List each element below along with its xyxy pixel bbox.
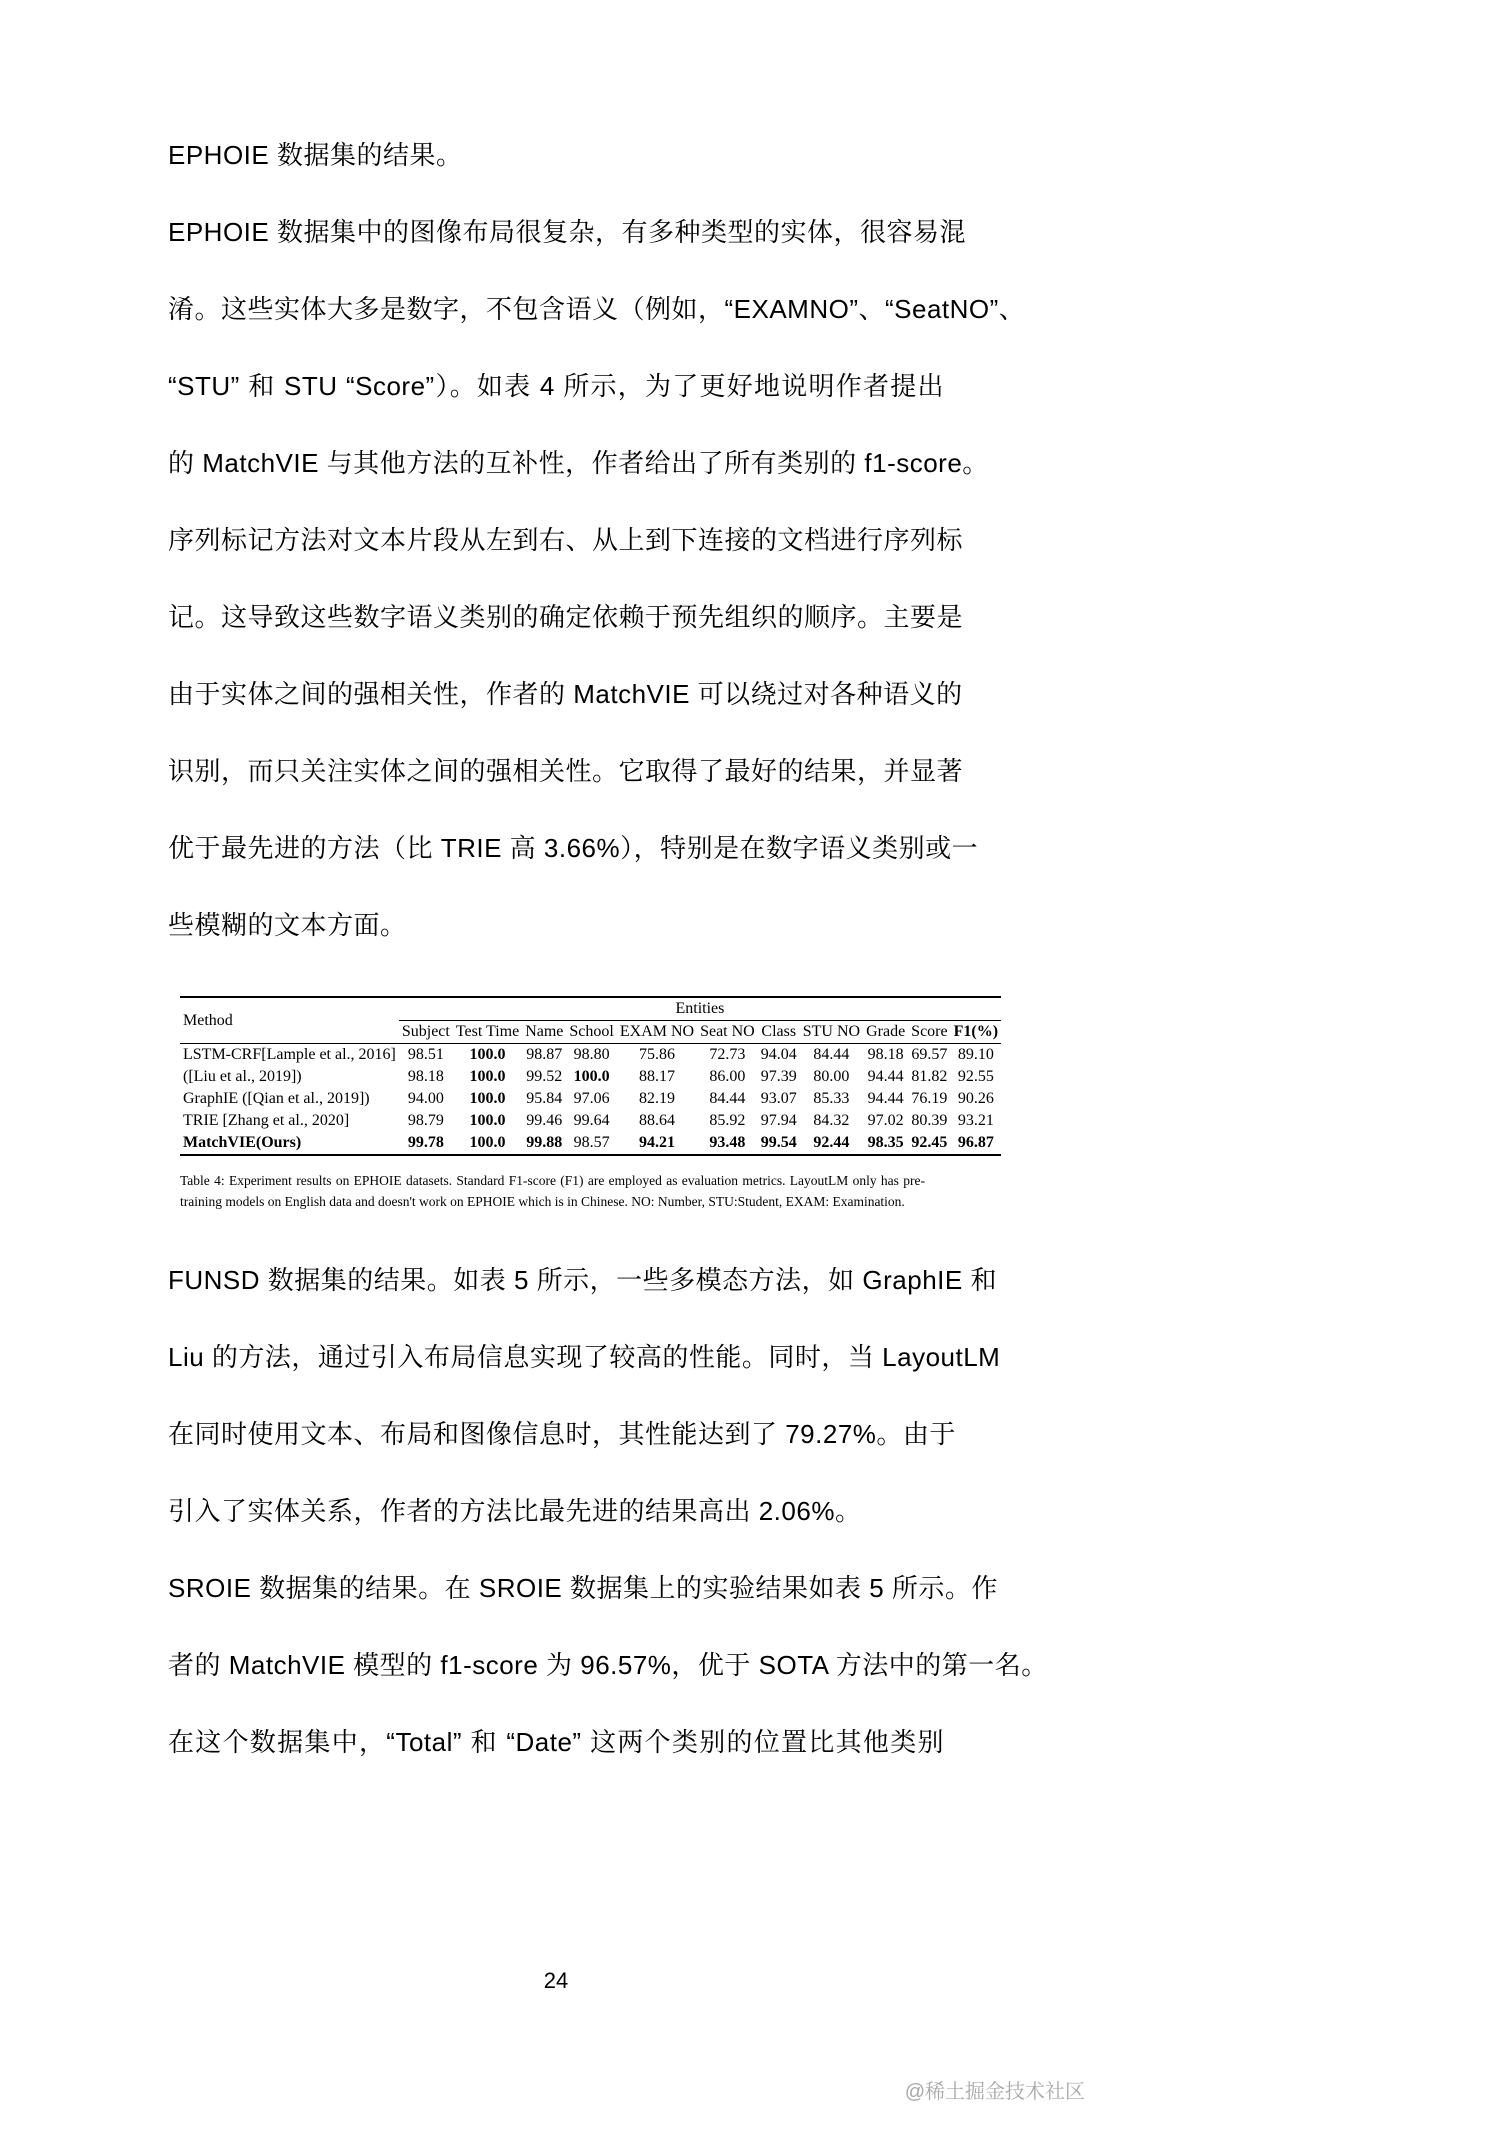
value-cell: 92.44 [813,1134,850,1151]
column-header: Seat NO [697,1021,758,1044]
column-header: School [566,1021,616,1044]
value-cell: 92.55 [957,1068,994,1085]
value-cell: 99.78 [407,1134,444,1151]
value-cell: 100.0 [573,1068,610,1085]
value-cell: 97.39 [760,1068,797,1085]
value-cell: 72.73 [709,1046,746,1063]
table-row [180,1044,1001,1067]
results-table [180,996,1001,1156]
results-table-body [180,1044,1001,1156]
column-header: Class [758,1021,800,1044]
body-text-block-1 [168,117,1026,964]
value-cell: 98.80 [573,1046,610,1063]
value-cell: 97.02 [867,1112,904,1129]
column-header: Name [522,1021,566,1044]
value-cell: 94.44 [867,1068,904,1085]
table-row [180,1066,1001,1088]
value-cell: 98.51 [407,1046,444,1063]
table-row [180,1110,1001,1132]
method-cell: ([Liu et al., 2019]) [183,1068,302,1085]
value-cell: 94.00 [407,1090,444,1107]
value-cell: 99.64 [573,1112,610,1129]
para-sroie-results-line: SROIE 数据集的结果。在 SROIE 数据集上的实验结果如表 5 所示。作 [168,1573,998,1603]
value-cell: 93.21 [957,1112,994,1129]
value-cell: 100.0 [469,1134,506,1151]
value-cell: 85.33 [813,1090,850,1107]
table-caption-line: training models on English data and doesn't work on EPHOIE which is in Chinese. NO: Number, STU:Student, EXAM: Examination. [180,1194,905,1209]
value-cell: 100.0 [469,1068,506,1085]
watermark: @稀土掘金技术社区 [904,2081,1085,2103]
para-ephoie-analysis-line: 些模糊的文本方面。 [168,910,407,940]
value-cell: 84.32 [813,1112,850,1129]
value-cell: 75.86 [638,1046,675,1063]
para-funsd-results-line: 引入了实体关系，作者的方法比最先进的结果高出 2.06%。 [168,1496,862,1526]
value-cell: 98.18 [867,1046,904,1063]
method-cell: GraphIE ([Qian et al., 2019]) [183,1090,370,1107]
value-cell: 94.44 [867,1090,904,1107]
para-ephoie-analysis-line: EPHOIE 数据集中的图像布局很复杂，有多种类型的实体，很容易混 [168,217,966,247]
page-number: 24 [543,1968,569,1993]
column-header: Test Time [453,1021,522,1044]
value-cell: 98.18 [407,1068,444,1085]
para-ephoie-analysis-line: 优于最先进的方法（比 TRIE 高 3.66%），特别是在数字语义类别或一 [168,833,979,863]
value-cell: 100.0 [469,1112,506,1129]
value-cell: 95.84 [526,1090,563,1107]
para-ephoie-analysis-line: 识别，而只关注实体之间的强相关性。它取得了最好的结果，并显著 [168,756,964,786]
para-ephoie-heading-line: EPHOIE 数据集的结果。 [168,140,463,170]
column-header: F1(%) [951,1021,1001,1044]
value-cell: 97.94 [760,1112,797,1129]
column-header: Grade [863,1021,908,1044]
entities-group-header: Entities [399,997,1001,1021]
value-cell: 84.44 [709,1090,746,1107]
table-group-header-row [180,997,1001,1021]
value-cell: 89.10 [957,1046,994,1063]
value-cell: 76.19 [911,1090,948,1107]
para-ephoie-analysis-line: 序列标记方法对文本片段从左到右、从上到下连接的文档进行序列标 [168,525,964,555]
value-cell: 88.64 [638,1112,675,1129]
value-cell: 100.0 [469,1090,506,1107]
value-cell: 98.57 [573,1134,610,1151]
column-header: STU NO [800,1021,863,1044]
value-cell: 98.35 [867,1134,904,1151]
value-cell: 94.21 [638,1134,675,1151]
value-cell: 88.17 [638,1068,675,1085]
table-caption [180,1170,925,1212]
column-header: EXAM NO [617,1021,697,1044]
value-cell: 85.92 [709,1112,746,1129]
value-cell: 96.87 [957,1134,994,1151]
value-cell: 69.57 [911,1046,948,1063]
para-ephoie-analysis-line: 的 MatchVIE 与其他方法的互补性，作者给出了所有类别的 f1-score。 [168,448,989,478]
method-column-header: Method [180,997,399,1044]
column-header: Score [908,1021,950,1044]
value-cell: 100.0 [469,1046,506,1063]
value-cell: 90.26 [957,1090,994,1107]
method-cell: LSTM-CRF[Lample et al., 2016] [183,1046,396,1063]
value-cell: 81.82 [911,1068,948,1085]
value-cell: 98.79 [407,1112,444,1129]
value-cell: 99.54 [760,1134,797,1151]
value-cell: 93.07 [760,1090,797,1107]
para-funsd-results-line: FUNSD 数据集的结果。如表 5 所示，一些多模态方法，如 GraphIE 和 [168,1265,997,1295]
para-sroie-results-line: 在这个数据集中，“Total” 和 “Date” 这两个类别的位置比其他类别 [168,1727,944,1757]
value-cell: 94.04 [760,1046,797,1063]
value-cell: 80.39 [911,1112,948,1129]
value-cell: 86.00 [709,1068,746,1085]
method-cell: TRIE [Zhang et al., 2020] [183,1112,350,1129]
results-table-figure [180,996,999,1156]
value-cell: 84.44 [813,1046,850,1063]
para-funsd-results-line: Liu 的方法，通过引入布局信息实现了较高的性能。同时，当 LayoutLM [168,1342,1001,1372]
body-text-block-2 [168,1242,1048,1781]
value-cell: 99.88 [526,1134,563,1151]
para-sroie-results-line: 者的 MatchVIE 模型的 f1-score 为 96.57%，优于 SOTA 方法中的第一名。 [168,1650,1048,1680]
table-caption-line: Table 4: Experiment results on EPHOIE datasets. Standard F1-score (F1) are employed as evaluation metrics. LayoutLM only has pre- [180,1173,925,1188]
value-cell: 92.45 [911,1134,948,1151]
value-cell: 82.19 [638,1090,675,1107]
value-cell: 99.52 [526,1068,563,1085]
value-cell: 93.48 [709,1134,746,1151]
para-ephoie-analysis-line: “STU” 和 STU “Score”）。如表 4 所示，为了更好地说明作者提出 [168,371,944,401]
value-cell: 97.06 [573,1090,610,1107]
para-ephoie-analysis-line: 记。这导致这些数字语义类别的确定依赖于预先组织的顺序。主要是 [168,602,964,632]
para-funsd-results-line: 在同时使用文本、布局和图像信息时，其性能达到了 79.27%。由于 [168,1419,956,1449]
value-cell: 98.87 [526,1046,563,1063]
results-table-head [180,997,1001,1044]
column-header: Subject [399,1021,453,1044]
value-cell: 80.00 [813,1068,850,1085]
table-row [180,1088,1001,1110]
table-row [180,1132,1001,1155]
para-ephoie-analysis-line: 由于实体之间的强相关性，作者的 MatchVIE 可以绕过对各种语义的 [168,679,963,709]
method-cell: MatchVIE(Ours) [183,1134,302,1151]
para-ephoie-analysis-line: 淆。这些实体大多是数字，不包含语义（例如，“EXAMNO”、“SeatNO”、 [168,294,1026,324]
value-cell: 99.46 [526,1112,563,1129]
